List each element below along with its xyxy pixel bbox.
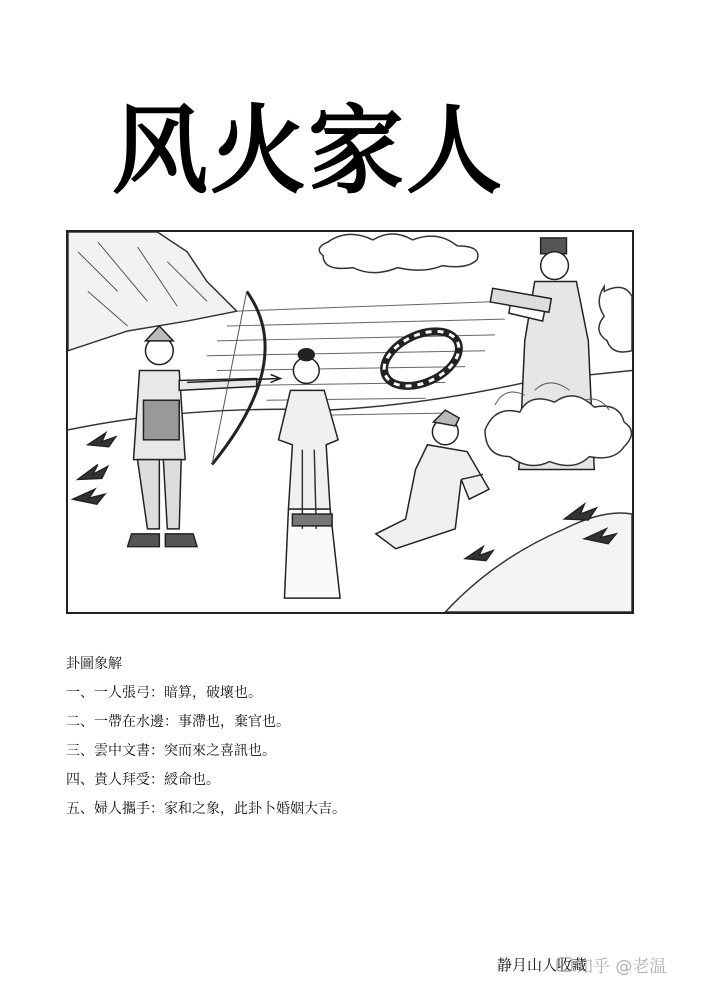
explanation-item: 四、貴人拜受：綬命也。 bbox=[66, 772, 220, 788]
explanation-item: 三、雲中文書：突而來之喜訊也。 bbox=[66, 743, 276, 759]
cloud-top bbox=[319, 234, 478, 273]
kneeling-man-figure bbox=[376, 410, 489, 549]
hill-right bbox=[445, 513, 632, 612]
woman-figure bbox=[279, 349, 341, 598]
explanation-heading: 卦圖象解 bbox=[66, 656, 122, 672]
collection-credit: 静月山人收藏 bbox=[497, 956, 588, 974]
zhihu-watermark bbox=[556, 952, 666, 977]
explanation-list bbox=[66, 679, 346, 824]
explanation-item: 一、一人張弓：暗算，破壞也。 bbox=[66, 685, 262, 701]
illustration-drawing bbox=[68, 232, 632, 612]
explanation-item: 二、一帶在水邊：事滯也，棄官也。 bbox=[66, 714, 290, 730]
cloud-under-official bbox=[485, 396, 631, 466]
hexagram-explanation bbox=[66, 650, 346, 824]
bowstring bbox=[212, 291, 247, 464]
page-title: 风火家人 bbox=[112, 95, 504, 207]
watermark-text: 知乎 @老温 bbox=[576, 957, 667, 977]
explanation-item: 五、婦人攜手：家和之象，此卦卜婚姻大吉。 bbox=[66, 801, 346, 817]
archer-figure bbox=[128, 326, 257, 547]
hexagram-illustration bbox=[66, 230, 634, 614]
zhihu-logo-icon bbox=[556, 956, 573, 973]
bamboo-left bbox=[73, 433, 116, 504]
cloud-right-edge bbox=[599, 286, 632, 352]
jade-ring bbox=[375, 320, 467, 397]
